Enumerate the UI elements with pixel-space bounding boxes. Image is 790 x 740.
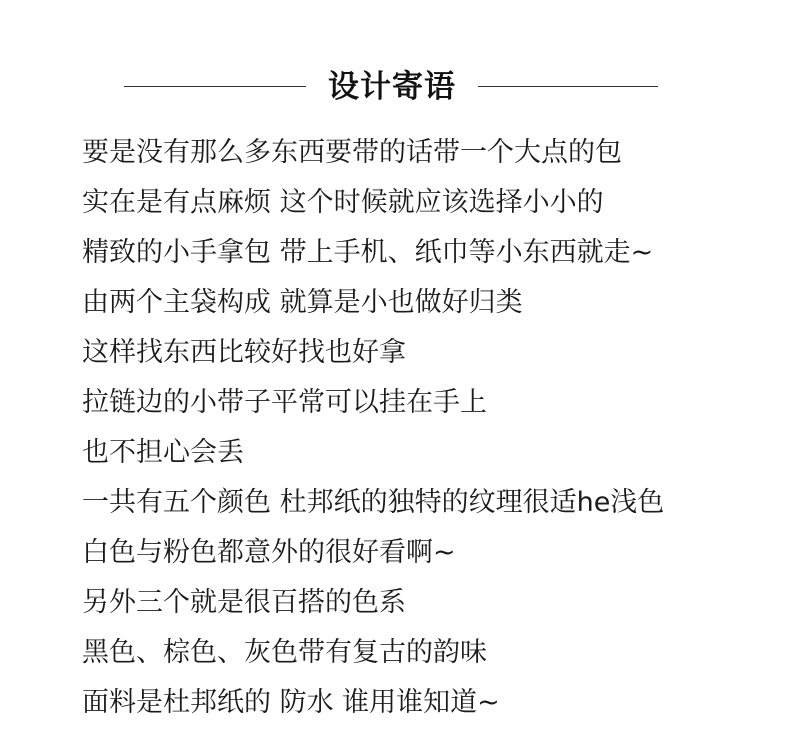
text-line: 面料是杜邦纸的 防水 谁用谁知道~ — [82, 687, 500, 718]
section-title: 设计寄语 — [328, 69, 456, 105]
text-line: 要是没有那么多东西要带的话带一个大点的包 — [82, 137, 622, 168]
text-line: 白色与粉色都意外的很好看啊~ — [82, 537, 456, 568]
header-divider-right — [478, 86, 658, 87]
text-line: 由两个主袋构成 就算是小也做好归类 — [82, 287, 523, 318]
text-line: 实在是有点麻烦 这个时候就应该选择小小的 — [82, 187, 604, 218]
text-line: 拉链边的小带子平常可以挂在手上 — [82, 387, 487, 418]
design-note-text — [82, 128, 782, 728]
text-line: 也不担心会丢 — [82, 437, 244, 468]
text-line: 一共有五个颜色 杜邦纸的独特的纹理很适he浅色 — [82, 487, 665, 518]
section-header — [0, 64, 790, 112]
text-line: 这样找东西比较好找也好拿 — [82, 337, 406, 368]
text-line: 另外三个就是很百搭的色系 — [82, 587, 406, 618]
text-line: 精致的小手拿包 带上手机、纸巾等小东西就走~ — [82, 237, 654, 268]
header-divider-left — [124, 86, 306, 87]
text-line: 黑色、棕色、灰色带有复古的韵味 — [82, 637, 487, 668]
